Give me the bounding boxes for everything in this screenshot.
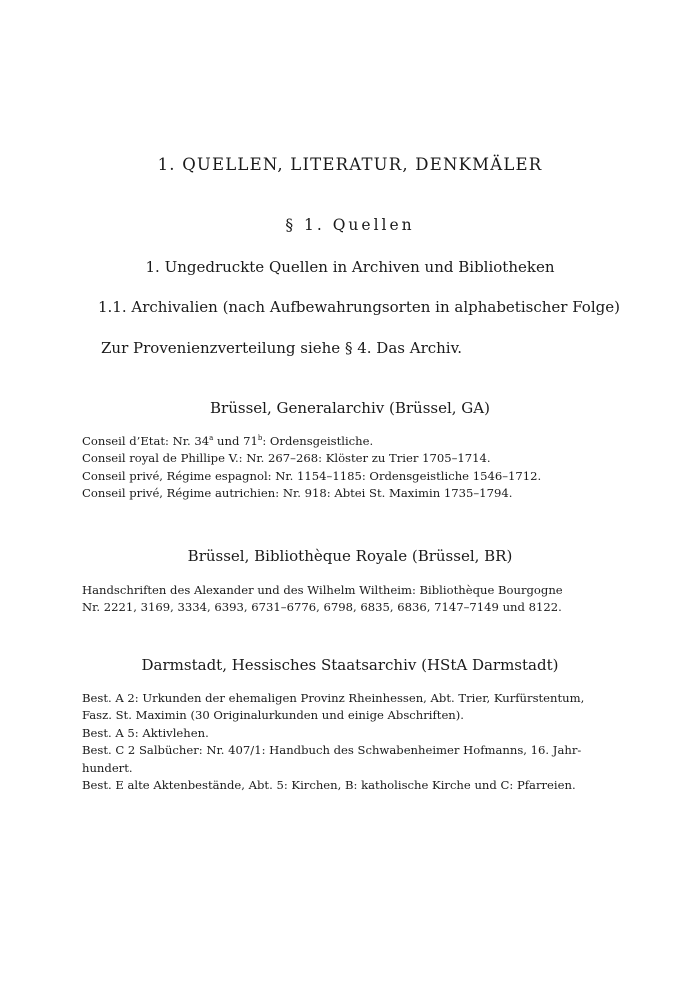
entry-line: hundert. xyxy=(82,760,133,775)
archive-entries-bruessel-ga xyxy=(82,433,602,503)
archive-heading-darmstadt-hsta: Darmstadt, Hessisches Staatsarchiv (HStA Darmstadt) xyxy=(141,656,559,674)
entry-line: Nr. 2221, 3169, 3334, 6393, 6731–6776, 6798, 6835, 6836, 7147–7149 und 8122. xyxy=(82,600,562,615)
archive-entry: Conseil privé, Régime espagnol: Nr. 1154–1185: Ordensgeistliche 1546–1712. xyxy=(82,468,542,483)
archive-heading-bruessel-br: Brüssel, Bibliothèque Royale (Brüssel, BR) xyxy=(187,547,513,565)
chapter-title: 1. QUELLEN, LITERATUR, DENKMÄLER xyxy=(157,155,543,174)
archive-entry xyxy=(82,690,602,725)
archive-entries-darmstadt-hsta xyxy=(82,690,602,794)
section-title: § 1. Quellen xyxy=(285,216,415,234)
archive-heading-bruessel-ga: Brüssel, Generalarchiv (Brüssel, GA) xyxy=(210,399,490,417)
entry-line: Best. C 2 Salbücher: Nr. 407/1: Handbuch des Schwabenheimer Hofmanns, 16. Jahr- xyxy=(82,743,582,758)
archive-entry: Conseil royal de Phillipe V.: Nr. 267–268: Klöster zu Trier 1705–1714. xyxy=(82,451,491,466)
archive-entry xyxy=(82,582,602,617)
provenance-note: Zur Provenienzverteilung siehe § 4. Das Archiv. xyxy=(101,339,463,357)
entry-line: Handschriften des Alexander und des Wilhelm Wiltheim: Bibliothèque Bourgogne xyxy=(82,583,563,597)
archive-entry: Best. A 5: Aktivlehen. xyxy=(82,725,209,740)
entry-line: Fasz. St. Maximin (30 Originalurkunden und einige Abschriften). xyxy=(82,708,464,723)
archive-entry: Best. E alte Aktenbestände, Abt. 5: Kirchen, B: katholische Kirche und C: Pfarreien. xyxy=(82,778,576,793)
subsubsection-title: 1.1. Archivalien (nach Aufbewahrungsorten in alphabetischer Folge) xyxy=(98,298,620,316)
archive-entries-bruessel-br xyxy=(82,582,602,617)
archive-entry xyxy=(82,742,602,777)
archive-entry: Conseil d’Etat: Nr. 34$^a$ und 71$^b$: Ordensgeistliche. xyxy=(82,434,374,448)
subsection-title: 1. Ungedruckte Quellen in Archiven und Bibliotheken xyxy=(145,258,555,276)
archive-entry: Conseil privé, Régime autrichien: Nr. 918: Abtei St. Maximin 1735–1794. xyxy=(82,486,513,501)
entry-line: Best. A 2: Urkunden der ehemaligen Provinz Rheinhessen, Abt. Trier, Kurfürstentum, xyxy=(82,691,585,705)
